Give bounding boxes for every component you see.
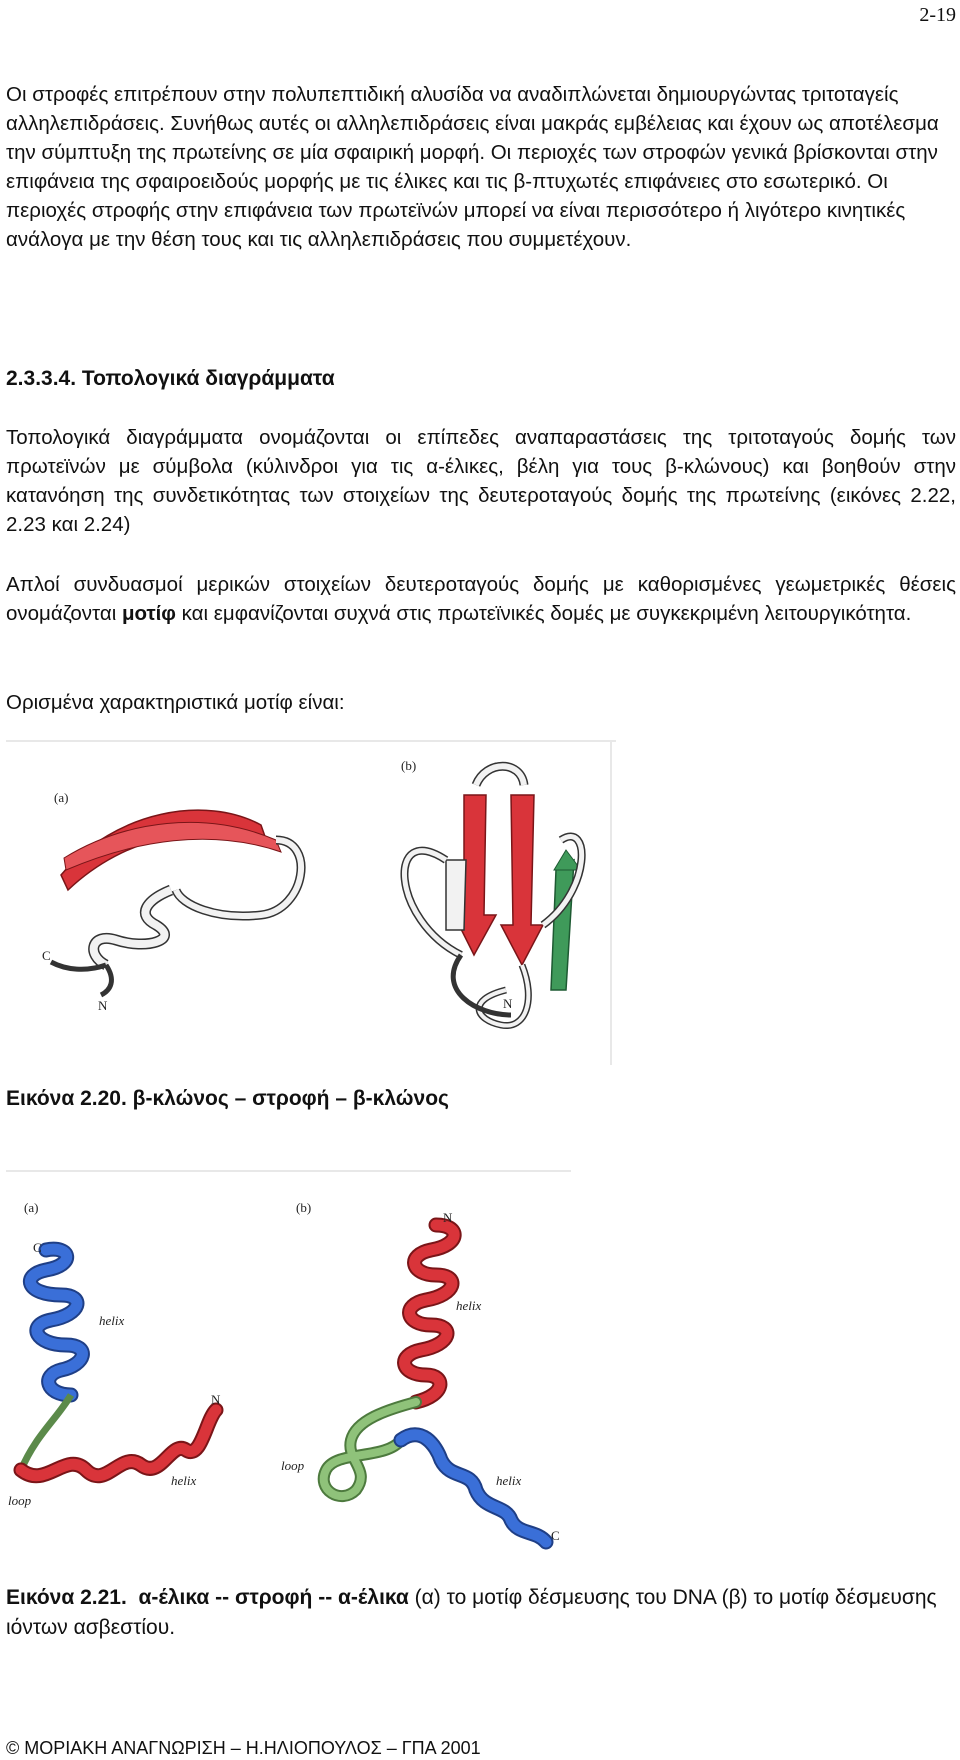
label-n: N	[503, 996, 513, 1011]
panel-b-calcium-binding	[281, 1200, 560, 1543]
figure-beta-hairpin	[6, 740, 616, 1065]
figure-caption-2-21	[6, 1583, 956, 1643]
label-loop: loop	[8, 1493, 32, 1508]
footer-copyright: © ΜΟΡΙΑΚΗ ΑΝΑΓΝΩΡΙΣΗ – Η.ΗΛΙΟΠΟΥΛΟΣ – ΓΠΑ 2001	[6, 1738, 481, 1758]
motif-text-before: Απλοί συνδυασμοί μερικών στοιχείων δευτεροταγούς δομής με καθορισμένες γεωμετρικές θέσεις ονομάζονται	[6, 573, 956, 625]
figure-helix-turn-helix	[6, 1170, 571, 1555]
label-n: N	[211, 1392, 221, 1407]
caption-2-21-rest: (α) το μοτίφ δέσμευσης του DNA (β) το μοτίφ δέσμευσης ιόντων ασβεστίου.	[6, 1586, 937, 1639]
label-c: C	[42, 948, 51, 963]
page-number: 2-19	[919, 4, 956, 26]
panel-b-label: (b)	[296, 1200, 312, 1215]
label-helix: helix	[171, 1473, 197, 1488]
label-n: N	[443, 1210, 453, 1225]
label-n: N	[98, 998, 108, 1013]
panel-a-label: (a)	[24, 1200, 39, 1215]
paragraph-turns: Οι στροφές επιτρέπουν στην πολυπεπτιδική αλυσίδα να αναδιπλώνεται δημιουργώντας τριτοταγείς αλληλεπιδράσεις. Συνήθως αυτές οι αλληλεπιδράσεις είναι μακράς εμβέλειας και έχουν ως αποτέλεσμα την σύμπτυξη της πρωτείνης σε μία σφαιρική μορφή. Οι περιοχές των στροφών γενικά βρίσκονται στην επιφάνεια της σφαιροειδούς μορφής με τις έλικες και τις β-πτυχωτές επιφάνειες στο εσωτερικό. Οι περιοχές στροφής στην επιφάνεια των πρωτεϊνών μπορεί να είναι περισσότερο ή λιγότερο κινητικές ανάλογα με την θέση τους και τις αλληλεπιδράσεις που συμμετέχουν.	[6, 83, 939, 251]
motif-term: μοτίφ	[121, 602, 176, 625]
label-helix: helix	[496, 1473, 522, 1488]
label-helix: helix	[99, 1313, 125, 1328]
paragraph-motifs	[6, 570, 956, 628]
panel-a-dna-binding	[8, 1200, 221, 1508]
motif-text-after: και εμφανίζονται συχνά στις πρωτεϊνικές δομές με συγκεκριμένη λειτουργικότητα.	[175, 602, 912, 625]
panel-b-label: (b)	[401, 758, 417, 773]
panel-a-label: (a)	[54, 790, 69, 805]
paragraph-topology-diagrams: Τοπολογικά διαγράμματα ονομάζονται οι επίπεδες αναπαραστάσεις της τριτοταγούς δομής των πρωτεϊνών με σύμβολα (κύλινδροι για τις α-έλικες, βέλη για τους β-κλώνους) και βοηθούν στην κατανόηση της συνδετικότητας των στοιχείων της δευτεροταγούς δομής της πρωτείνης (εικόνες 2.22, 2.23 και 2.24)	[6, 426, 956, 536]
label-loop: loop	[281, 1458, 305, 1473]
label-helix: helix	[456, 1298, 482, 1313]
figure-caption-2-20: Εικόνα 2.20. β-κλώνος – στροφή – β-κλώνος	[6, 1087, 449, 1110]
paragraph-motif-intro: Ορισμένα χαρακτηριστικά μοτίφ είναι:	[6, 691, 345, 714]
caption-2-21-prefix: Εικόνα 2.21.	[6, 1586, 127, 1609]
section-heading: 2.3.3.4. Τοπολογικά διαγράμματα	[6, 367, 335, 390]
label-c: C	[33, 1240, 42, 1255]
panel-a-beta-hairpin	[42, 790, 301, 1013]
label-c: C	[551, 1528, 560, 1543]
caption-2-21-motif: α-έλικα -- στροφή -- α-έλικα	[138, 1586, 409, 1609]
panel-b-beta-meander	[401, 740, 611, 1065]
